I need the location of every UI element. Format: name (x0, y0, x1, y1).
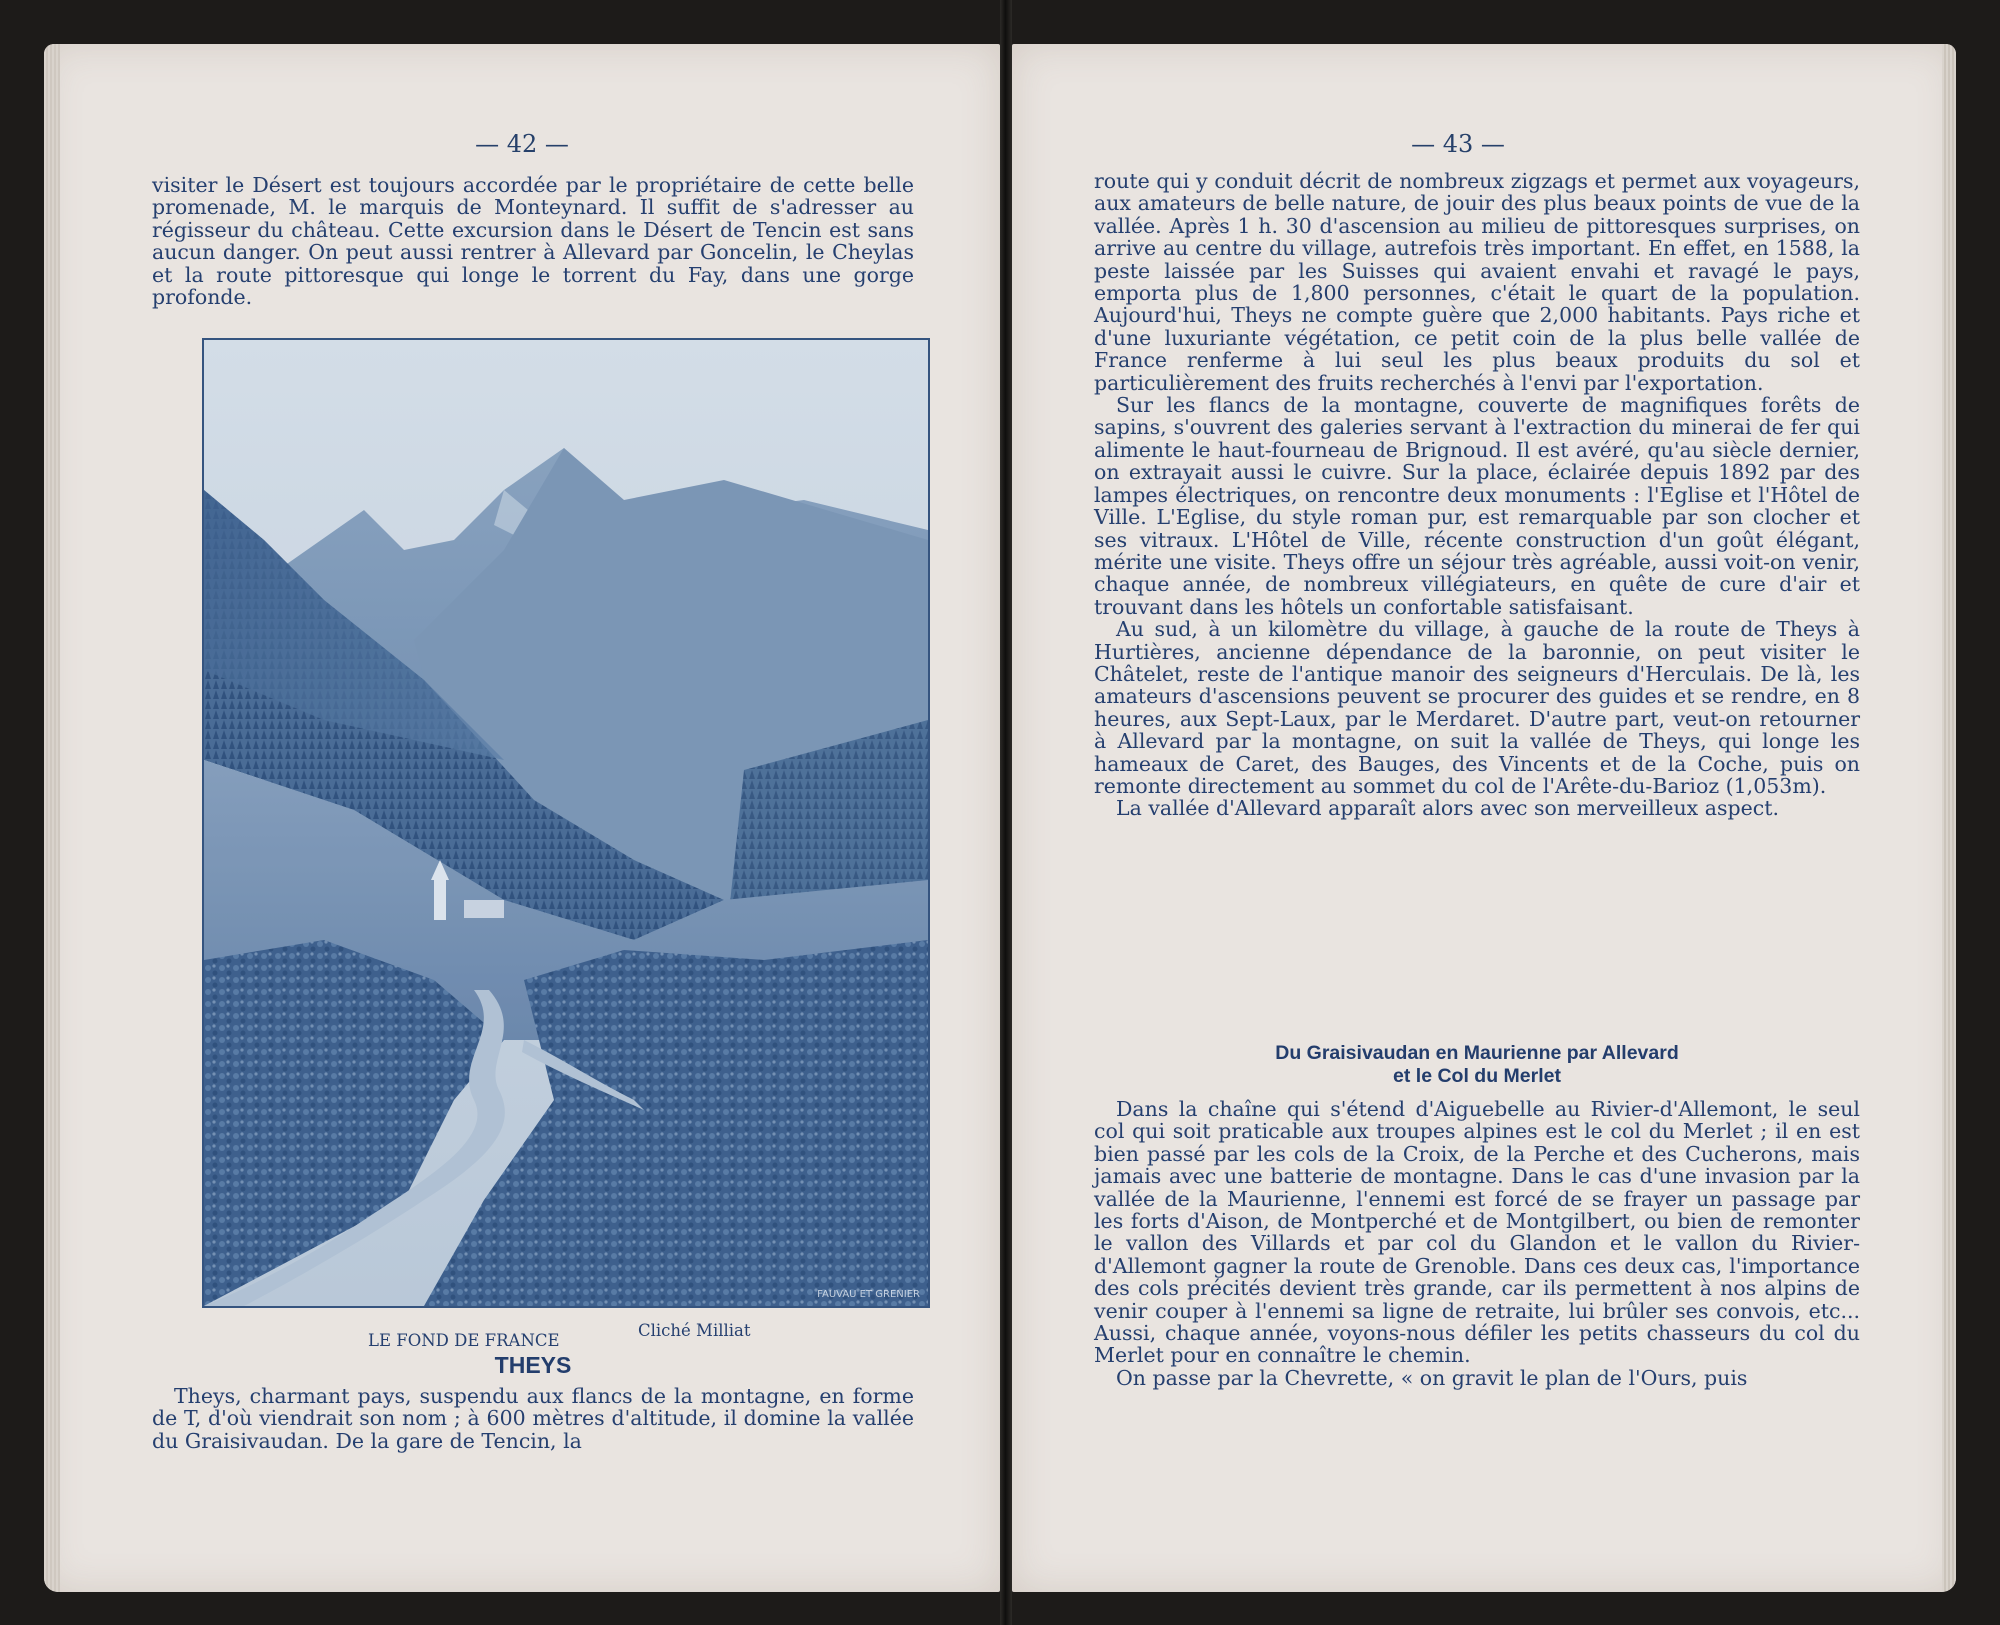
merlet-body-text (1094, 1098, 1860, 1389)
photo-credit: Cliché Milliat (638, 1321, 751, 1340)
theys-paragraph-1: route qui y conduit décrit de nombreux zigzags et permet aux voyageurs, aux amateurs de belle nature, de jouir des plus beaux points de vue de la vallée. Après 1 h. 30 d'ascension au milieu de pittoresques surprises, on arrive au centre du village, autrefois très important. En effet, en 1588, la peste laissée par les Suisses qui avaient envahi et ravagé le pays, emporta plus de 1,800 personnes, c'était le quart de la population. Aujourd'hui, Theys ne compte guère que 2,000 habitants. Pays riche et d'une luxuriante végétation, ce petit coin de la plus belle vallée de France renferme à lui seul les plus beaux produits du sol et particulièrement des fruits recherchés à l'envi par l'exportation. (1094, 169, 1860, 395)
section-title-merlet (1094, 1042, 1860, 1088)
engraver-mark: FAUVAU ET GRENIER (817, 1289, 920, 1300)
merlet-paragraph-2: On passe par la Chevrette, « on gravit le plan de l'Ours, puis (1116, 1365, 1748, 1390)
section-title-line-1: Du Graisivaudan en Maurienne par Allevard (1275, 1042, 1679, 1064)
page-number-right: — 43 — (1411, 130, 1505, 158)
theys-paragraph-3: Au sud, à un kilomètre du village, à gauche de la route de Theys à Hurtières, ancienne dépendance de la baronnie, on peut visiter le Châtelet, reste de l'antique manoir des seigneurs d'Herculais. De là, les amateurs d'ascensions peuvent se procurer des guides et se rendre, en 8 heures, aux Sept-Laux, par le Merdaret. D'autre part, veut-on retourner à Allevard par la montagne, on suit la vallée de Theys, qui longe les hameaux de Caret, des Bauges, des Vincents et de la Coche, puis on remonte directement au sommet du col de l'Arête-du-Barioz (1,053m). (1094, 617, 1860, 798)
photo-caption: LE FOND DE FRANCE (368, 1331, 560, 1350)
left-intro-text (152, 173, 914, 310)
mountain-photo (202, 338, 930, 1308)
right-body-text (1094, 170, 1860, 1006)
theys-intro-text: Theys, charmant pays, suspendu aux flancs de la montagne, en forme de T, d'où viendrait son nom ; à 600 mètres d'altitude, il domine la vallée du Graisivaudan. De la gare de Tencin, la (152, 1384, 914, 1453)
right-page (1012, 44, 1956, 1592)
theys-paragraph-4: La vallée d'Allevard apparaît alors avec son merveilleux aspect. (1116, 796, 1779, 821)
page-number-left: — 42 — (475, 130, 569, 158)
left-intro-paragraph: visiter le Désert est toujours accordée par le propriétaire de cette belle promenade, M. le marquis de Monteynard. Il suffit de s'adresser au régisseur du château. Cette excursion dans le Désert de Tencin est sans aucun danger. On peut aussi rentrer à Allevard par Goncelin, le Cheylas et la route pittoresque qui longe le torrent du Fay, dans une gorge profonde. (152, 173, 914, 310)
theys-paragraph-2: Sur les flancs de la montagne, couverte de magnifiques forêts de sapins, s'ouvrent des galeries servant à l'extraction du minerai de fer qui alimente le haut-fourneau de Brignoud. Il est avéré, qu'au siècle dernier, on extrayait aussi le cuivre. Sur la place, éclairée depuis 1892 par des lampes électriques, on rencontre deux monuments : l'Eglise et l'Hôtel de Ville. L'Eglise, du style roman pur, est remarquable par son clocher et ses vitraux. L'Hôtel de Ville, récente construction d'un goût élégant, mérite une visite. Theys offre un séjour très agréable, aussi voit-on venir, chaque année, de nombreux villégiateurs, en quête de cure d'air et trouvant dans les hôtels un confortable satisfaisant. (1094, 393, 1860, 619)
section-title-line-2: et le Col du Merlet (1393, 1065, 1561, 1087)
page-stack-edge-right (1942, 44, 1956, 1592)
section-title-theys: THEYS (494, 1352, 572, 1378)
mountain-valley-illustration (204, 340, 928, 1306)
left-page (44, 44, 1000, 1592)
merlet-paragraph-1: Dans la chaîne qui s'étend d'Aiguebelle au Rivier-d'Allemont, le seul col qui soit praticable aux troupes alpines est le col du Merlet ; il en est bien passé par les cols de la Croix, de la Perche et des Cucherons, mais jamais avec une batterie de montagne. Dans le cas d'une invasion par la vallée de la Maurienne, l'ennemi est forcé de se frayer un passage par les forts d'Aison, de Montperché et de Montgilbert, ou bien de remonter le vallon des Villards et par col du Glandon et le vallon du Rivier-d'Allemont gagner la route de Grenoble. Dans ces deux cas, l'importance des cols précités devient très grande, car ils permettent à nos alpins de venir couper à l'ennemi sa ligne de retraite, lui brûler ses convois, etc... Aussi, chaque année, voyons-nous défiler les petits chasseurs du col du Merlet pour en connaître le chemin. (1094, 1097, 1860, 1368)
book-gutter (1000, 0, 1012, 1625)
page-stack-edge (44, 44, 60, 1592)
